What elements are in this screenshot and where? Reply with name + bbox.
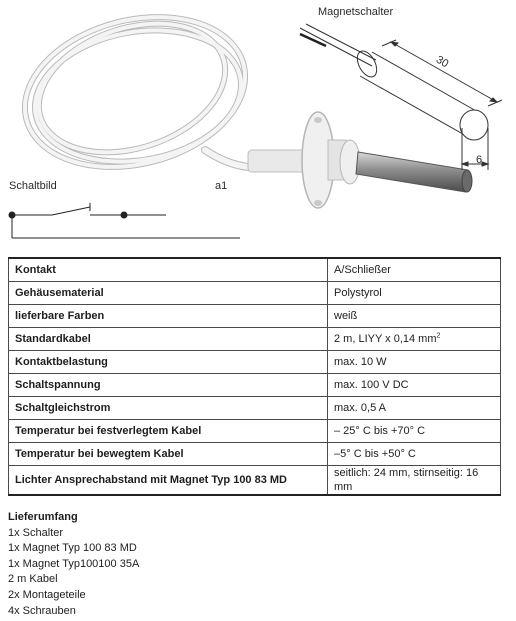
list-item: 2x Montageteile [8, 588, 86, 601]
spec-key: Gehäusematerial [9, 282, 328, 305]
product-illustration [0, 0, 516, 250]
spec-value: – 25° C bis +70° C [328, 420, 501, 443]
spec-key: Schaltgleichstrom [9, 397, 328, 420]
scope-of-delivery [8, 510, 139, 619]
product-figure [0, 0, 516, 250]
diameter-dimension-label: 6 [476, 154, 483, 166]
table-row [9, 420, 501, 443]
spec-value: max. 10 W [328, 351, 501, 374]
table-row [9, 443, 501, 466]
spec-key: lieferbare Farben [9, 305, 328, 328]
spec-key: Temperatur bei bewegtem Kabel [9, 443, 328, 466]
table-row [9, 374, 501, 397]
spec-value-text: 2 m, LIYY x 0,14 mm [334, 333, 437, 345]
spec-value: A/Schließer [328, 258, 501, 282]
list-item: 4x Schrauben [8, 604, 76, 617]
circuit-diagram [9, 203, 240, 238]
circuit-a1-label: a1 [215, 180, 228, 192]
spec-key: Temperatur bei festverlegtem Kabel [9, 420, 328, 443]
list-item: 1x Magnet Typ 100 83 MD [8, 542, 137, 555]
spec-value: max. 100 V DC [328, 374, 501, 397]
list-item: 1x Schalter [8, 526, 64, 539]
table-row [9, 258, 501, 282]
switch-photo [248, 112, 472, 208]
magnet-switch-label: Magnetschalter [318, 6, 394, 18]
spec-key: Standardkabel [9, 328, 328, 351]
spec-key: Kontaktbelastung [9, 351, 328, 374]
spec-value: Polystyrol [328, 282, 501, 305]
length-dimension-label: 30 [433, 53, 451, 71]
spec-value: weiß [328, 305, 501, 328]
table-row [9, 351, 501, 374]
spec-key: Kontakt [9, 258, 328, 282]
table-row [9, 282, 501, 305]
spec-value: –5° C bis +50° C [328, 443, 501, 466]
spec-table [8, 257, 501, 496]
table-row [9, 397, 501, 420]
spec-value [328, 328, 501, 351]
table-row [9, 466, 501, 496]
spec-value: seitlich: 24 mm, stirnseitig: 16 mm [328, 466, 501, 496]
spec-value-superscript: 2 [436, 332, 441, 340]
list-item: 2 m Kabel [8, 573, 58, 586]
scope-title: Lieferumfang [8, 511, 78, 523]
spec-key: Lichter Ansprechabstand mit Magnet Typ 100 83 MD [9, 466, 328, 496]
circuit-label: Schaltbild [9, 180, 57, 192]
table-row [9, 328, 501, 351]
table-row [9, 305, 501, 328]
list-item: 1x Magnet Typ100100 35A [8, 557, 140, 570]
spec-value: max. 0,5 A [328, 397, 501, 420]
spec-key: Schaltspannung [9, 374, 328, 397]
